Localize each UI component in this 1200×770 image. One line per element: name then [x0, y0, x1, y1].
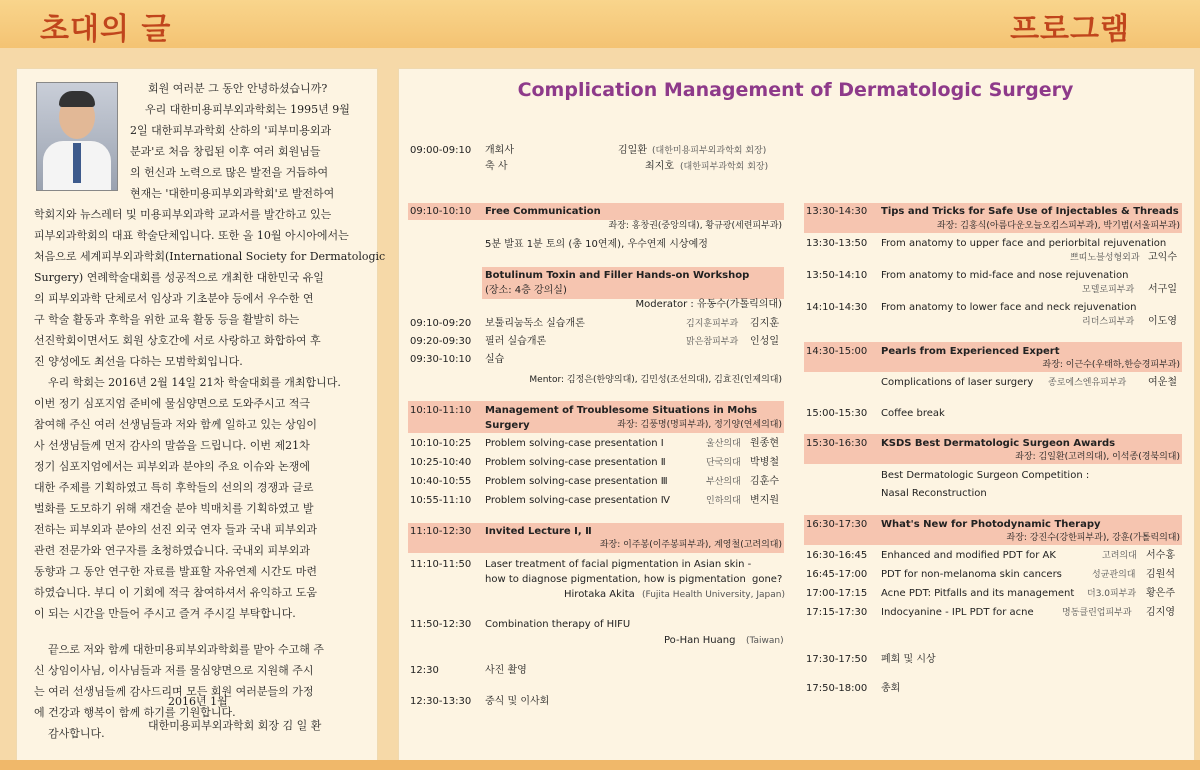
speaker: 여운철	[1148, 377, 1177, 388]
item: gone?	[752, 574, 783, 585]
affiliation: 더3.0피부과	[1087, 589, 1137, 599]
time: 15:30-16:30	[806, 438, 868, 449]
item: Combination therapy of HIFU	[485, 619, 631, 630]
speaker: 김원석	[1146, 569, 1175, 580]
letter-line: 회원 여러분 그 동안 안녕하셨습니까?	[148, 82, 328, 95]
affiliation: 성균관의대	[1092, 570, 1136, 580]
time: 10:10-11:10	[410, 405, 472, 416]
time: 15:00-15:30	[806, 408, 868, 419]
time: 11:10-11:50	[410, 559, 472, 570]
letter-line: 는 여러 선생님들께 감사드리며 모든 회원 여러분들의 가정	[34, 685, 314, 698]
affiliation: 고려의대	[1102, 551, 1137, 561]
session-title: Pearls from Experienced Expert	[881, 346, 1060, 357]
chair: 좌장: 김풍명(명피부과), 정기양(연세의대)	[617, 420, 782, 430]
letter-line: 우리 학회는 2016년 2월 14일 21차 학술대회를 개최합니다.	[48, 376, 341, 389]
affiliation: (Fujita Health University, Japan)	[642, 590, 785, 600]
item: how to diagnose pigmentation, how is pigmentation	[485, 574, 746, 585]
item: Complications of laser surgery	[881, 377, 1034, 388]
chair: 좌장: 홍창권(중앙의대), 황규광(세련피부과)	[608, 221, 782, 231]
speaker: 김지훈	[750, 318, 779, 329]
affiliation: (Taiwan)	[746, 636, 784, 646]
session-title: Free Communication	[485, 206, 601, 217]
letter-line: 선진학회이면서도 회원 상호간에 서로 사랑하고 화합하여 후	[34, 334, 321, 347]
speaker: 인성일	[750, 336, 779, 347]
chair: 좌장: 김홍식(아름다운오늘오킴스피부과), 박기범(서울피부과)	[936, 221, 1180, 231]
letter-line: 진 양성에도 최선을 다하는 모범학회입니다.	[34, 355, 243, 368]
letter-signature: 대한미용피부외과학회 회장 김 일 환	[148, 719, 322, 732]
affiliation: 종로에스엔유피부과	[1048, 378, 1127, 388]
speaker: Po-Han Huang	[664, 635, 736, 646]
item: Coffee break	[881, 408, 945, 419]
time: 17:15-17:30	[806, 607, 868, 618]
time: 11:10-12:30	[410, 526, 472, 537]
affiliation: 명동클린업피부과	[1062, 608, 1132, 618]
letter-line: 전하는 피부외과 분야의 선진 외국 연자 들과 국내 피부외과	[34, 523, 317, 536]
time: 13:50-14:10	[806, 270, 868, 281]
letter-line: 의 헌신과 노력으로 많은 발전을 거듭하여	[130, 166, 329, 179]
letter-line: 신 상임이사님, 이사님들과 저를 물심양면으로 지원해 주시	[34, 664, 314, 677]
item: 사진 촬영	[485, 665, 527, 676]
item: 개회사	[485, 145, 514, 156]
item: 총회	[881, 683, 901, 694]
affiliation: 맑은참피부과	[686, 337, 739, 347]
speaker: 최지호	[645, 161, 674, 172]
affiliation: 울산의대	[706, 439, 741, 449]
chair: 좌장: 강진수(강한피부과), 강훈(가톨릭의대)	[1006, 533, 1180, 543]
program-heading: 프로그램	[1010, 12, 1130, 47]
item: 폐회 및 시상	[881, 654, 936, 665]
mentors: Mentor: 김정은(한양의대), 김민성(조선의대), 김효진(인제의대)	[529, 375, 782, 385]
letter-line: 끝으로 저와 함께 대한미용피부외과학회를 맡아 수고해 주	[48, 643, 325, 656]
item: 5분 발표 1분 토의 (총 10연제), 우수연제 시상예정	[485, 239, 708, 250]
speaker: 황은주	[1146, 588, 1175, 599]
time: 09:20-09:30	[410, 336, 472, 347]
letter-line: 벌화를 도모하기 위해 재건술 분야 빅매치를 기획하였고 발	[34, 502, 314, 515]
time: 10:40-10:55	[410, 476, 472, 487]
speaker: 김훈수	[750, 476, 779, 487]
session-title: Invited Lecture Ⅰ, Ⅱ	[485, 526, 592, 537]
letter-line: 구 학술 활동과 후학을 위한 교육 활동 등을 활발히 하는	[34, 313, 300, 326]
letter-line: 처음으로 세계피부외과학회(International Society for Dermatologic	[34, 250, 386, 263]
item: From anatomy to upper face and periorbital rejuvenation	[881, 238, 1167, 249]
time: 09:30-10:10	[410, 354, 472, 365]
time: 13:30-13:50	[806, 238, 868, 249]
item: Problem solving-case presentation Ⅰ	[485, 438, 664, 449]
item: Indocyanine - IPL PDT for acne	[881, 607, 1034, 618]
affiliation: 인하의대	[706, 496, 741, 506]
letter-line: 관련 전문가와 연구자를 초청하였습니다. 국내외 피부외과	[34, 544, 311, 557]
letter-line: 피부외과학회의 대표 학술단체입니다. 또한 올 10월 아시아에서는	[34, 229, 349, 242]
item: 축 사	[485, 161, 508, 172]
letter-line: 이 되는 시간을 만들어 주시고 즐겨 주시길 부탁합니다.	[34, 607, 296, 620]
letter-line: 하였습니다. 부디 이 기회에 적극 참여하셔서 유익하고 도움	[34, 586, 317, 599]
letter-line: 이번 정기 심포지엄 준비에 물심양면으로 도와주시고 적극	[34, 397, 311, 410]
letter-line: 감사합니다.	[48, 727, 105, 740]
letter-line: 에 건강과 행복이 함께 하기를 기원합니다.	[34, 706, 236, 719]
affiliation: 쁘띠노블성형외과	[1070, 253, 1140, 263]
program-title: Complication Management of Dermatologic Surgery	[517, 79, 1074, 101]
time: 17:50-18:00	[806, 683, 868, 694]
item: Best Dermatologic Surgeon Competition :	[881, 470, 1090, 481]
item: Laser treatment of facial pigmentation in Asian skin -	[485, 559, 752, 570]
chair: 좌장: 이주봉(이주봉피부과), 계영철(고려의대)	[599, 540, 782, 550]
item: Acne PDT: Pitfalls and its management	[881, 588, 1075, 599]
chair: 좌장: 이근수(우태하,한승경피부과)	[1042, 360, 1180, 370]
president-photo	[36, 82, 118, 191]
letter-date: 2016년 1월	[168, 695, 228, 708]
letter-line: 우리 대한미용피부외과학회는 1995년 9월	[145, 103, 350, 116]
affiliation: 리더스피부과	[1082, 317, 1135, 327]
speaker: Hirotaka Akita	[564, 589, 635, 600]
speaker: 원종현	[750, 438, 779, 449]
letter-line: 동향과 그 동안 연구한 자료를 발표할 자유연제 시간도 마련	[34, 565, 317, 578]
time: 09:10-09:20	[410, 318, 472, 329]
session-title: What's New for Photodynamic Therapy	[881, 519, 1101, 530]
affiliation: 김지훈피부과	[686, 319, 739, 329]
item: Nasal Reconstruction	[881, 488, 987, 499]
time: 16:30-17:30	[806, 519, 868, 530]
time: 09:00-09:10	[410, 145, 472, 156]
letter-line: Surgery) 연례학술대회를 성공적으로 개최한 대한민국 유일	[34, 271, 324, 284]
speaker: 서수홍	[1146, 550, 1175, 561]
moderator: Moderator : 유동수(가톨릭의대)	[635, 299, 782, 310]
session-title: KSDS Best Dermatologic Surgeon Awards	[881, 438, 1116, 449]
session-title: Surgery	[485, 420, 530, 431]
item: 중식 및 이사회	[485, 696, 550, 707]
letter-line: 현재는 '대한미용피부외과학회'로 발전하여	[130, 187, 335, 200]
time: 09:10-10:10	[410, 206, 472, 217]
location: (장소: 4층 강의실)	[485, 285, 567, 296]
item: From anatomy to lower face and neck rejuvenation	[881, 302, 1137, 313]
session-title: Botulinum Toxin and Filler Hands-on Workshop	[485, 270, 750, 281]
time: 10:55-11:10	[410, 495, 472, 506]
time: 17:00-17:15	[806, 588, 868, 599]
letter-line: 분과'로 처음 창립된 이후 여러 회원님들	[130, 145, 321, 158]
item: Enhanced and modified PDT for AK	[881, 550, 1056, 561]
session-title: Tips and Tricks for Safe Use of Injectables & Threads	[881, 206, 1179, 217]
affiliation: (대한미용피부외과학회 회장)	[652, 146, 767, 156]
affiliation: 모델로피부과	[1082, 285, 1135, 295]
affiliation: 부산의대	[706, 477, 741, 487]
speaker: 박병철	[750, 457, 779, 468]
speaker: 김일환	[618, 145, 647, 156]
affiliation: (대한피부과학회 회장)	[680, 162, 769, 172]
item: Problem solving-case presentation Ⅱ	[485, 457, 666, 468]
letter-line: 학회지와 뉴스레터 및 미용피부외과학 교과서를 발간하고 있는	[34, 208, 332, 221]
speaker: 이도영	[1148, 316, 1177, 327]
item: PDT for non-melanoma skin cancers	[881, 569, 1062, 580]
letter-line: 의 피부외과학 단체로서 임상과 기초분야 등에서 우수한 연	[34, 292, 314, 305]
time: 14:30-15:00	[806, 346, 868, 357]
speaker: 김지영	[1146, 607, 1175, 618]
time: 12:30	[410, 665, 439, 676]
item: Problem solving-case presentation Ⅲ	[485, 476, 668, 487]
time: 16:30-16:45	[806, 550, 868, 561]
invitation-heading: 초대의 글	[40, 12, 172, 47]
time: 10:10-10:25	[410, 438, 472, 449]
time: 14:10-14:30	[806, 302, 868, 313]
time: 12:30-13:30	[410, 696, 472, 707]
time: 17:30-17:50	[806, 654, 868, 665]
item: 실습	[485, 354, 505, 365]
speaker: 서구일	[1148, 284, 1177, 295]
time: 10:25-10:40	[410, 457, 472, 468]
session-title: Management of Troublesome Situations in Mohs	[485, 405, 758, 416]
affiliation: 단국의대	[706, 458, 741, 468]
item: Problem solving-case presentation Ⅳ	[485, 495, 671, 506]
letter-line: 대한 주제를 기획하였고 특히 후학들의 선의의 경쟁과 글로	[34, 481, 314, 494]
footer-bar	[0, 760, 1200, 770]
item: 필러 실습개론	[485, 336, 547, 347]
speaker: 고익수	[1148, 252, 1177, 263]
time: 11:50-12:30	[410, 619, 472, 630]
time: 13:30-14:30	[806, 206, 868, 217]
letter-line: 2일 대한피부과학회 산하의 '피부미용외과	[130, 124, 332, 137]
letter-line: 정기 심포지엄에서는 피부외과 분야의 주요 이슈와 논쟁에	[34, 460, 311, 473]
item: 보툴리눔독소 실습개론	[485, 318, 585, 329]
letter-line: 참여해 주신 여러 선생님들과 저와 함께 일하고 있는 상임이	[34, 418, 317, 431]
item: From anatomy to mid-face and nose rejuvenation	[881, 270, 1129, 281]
speaker: 변지원	[750, 495, 779, 506]
time: 16:45-17:00	[806, 569, 868, 580]
chair: 좌장: 김일환(고려의대), 이석종(경북의대)	[1015, 452, 1180, 462]
letter-line: 사 선생님들께 먼저 감사의 말씀을 드립니다. 이번 제21차	[34, 439, 310, 452]
